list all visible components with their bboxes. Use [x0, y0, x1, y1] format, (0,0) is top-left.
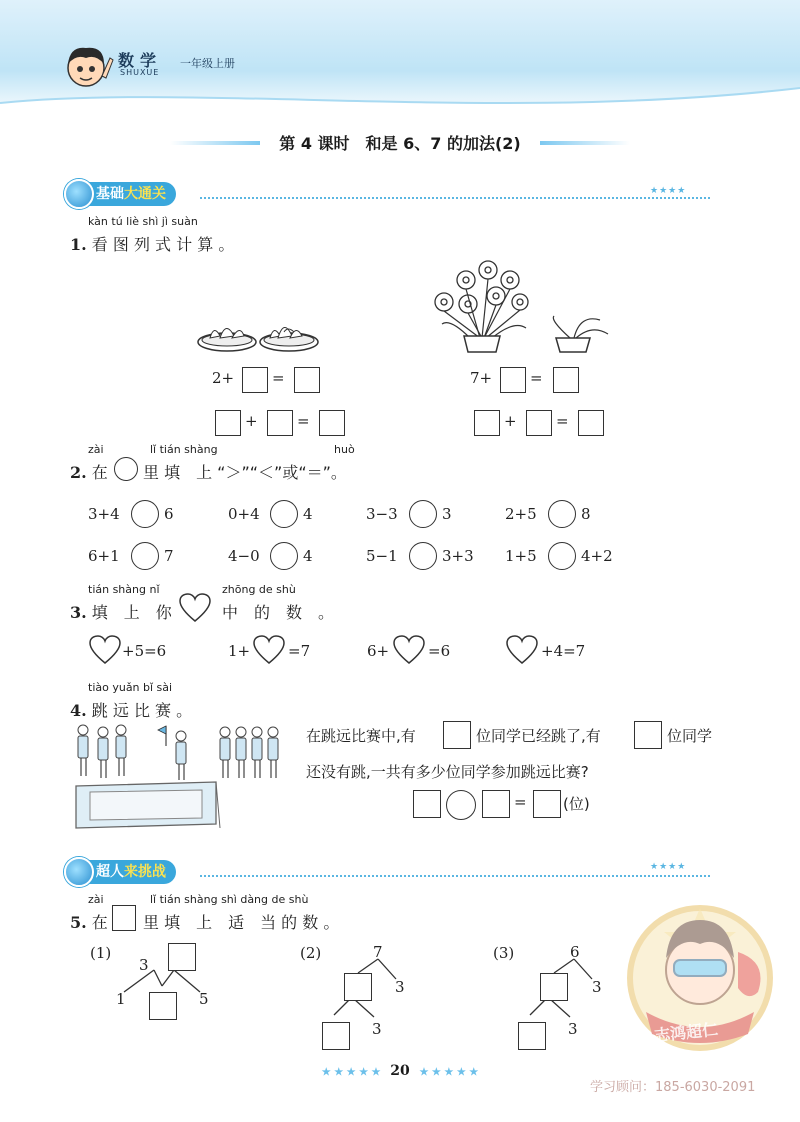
q5-pinyin-zai: zài: [88, 893, 104, 906]
compare-circle[interactable]: [409, 542, 437, 570]
heart-answer[interactable]: [505, 634, 539, 666]
compare-right: 3: [442, 505, 452, 523]
answer-box[interactable]: [242, 367, 268, 393]
robot-icon: [64, 857, 94, 887]
compare-right: 3+3: [442, 547, 474, 565]
equals-sign: =: [556, 412, 569, 430]
answer-box[interactable]: [533, 790, 561, 818]
heart-answer[interactable]: [252, 634, 286, 666]
q1-number: 1.: [70, 235, 87, 254]
footer-stars-right: ★ ★ ★ ★ ★: [419, 1067, 479, 1078]
compare-right: 8: [581, 505, 591, 523]
flowers-illustration: [430, 258, 620, 354]
circle-symbol: [114, 457, 138, 481]
q2-prompt: [70, 460, 108, 483]
q5-text-a: 在: [91, 913, 108, 932]
compare-left: 3+4: [88, 505, 120, 523]
answer-box[interactable]: [294, 367, 320, 393]
q4-line2: 还没有跳,一共有多少位同学参加跳远比赛?: [306, 763, 589, 781]
tree-value: 7: [373, 943, 383, 961]
equals-sign: =: [272, 369, 285, 387]
compare-left: 0+4: [228, 505, 260, 523]
tree-value: 5: [199, 990, 209, 1008]
mascot-icon: [56, 36, 116, 96]
compare-right: 4: [303, 547, 313, 565]
compare-right: 6: [164, 505, 174, 523]
lesson-title: 第 4 课时 和是 6、7 的加法(2): [279, 134, 521, 153]
equals-sign: =: [514, 793, 527, 811]
q3-text-b: 中 的 数 。: [222, 603, 335, 622]
heart-eq-post: =6: [428, 642, 451, 660]
operator-circle[interactable]: [446, 790, 476, 820]
answer-box[interactable]: [578, 410, 604, 436]
answer-box[interactable]: [500, 367, 526, 393]
q4-line1-c: 位同学: [667, 727, 713, 745]
compare-left: 5−1: [366, 547, 398, 565]
compare-left: 2+5: [505, 505, 537, 523]
page-number: 20: [390, 1063, 410, 1079]
plus-sign: +: [245, 412, 258, 430]
tree-value: 3: [139, 956, 149, 974]
q2-pinyin-huo: huò: [334, 443, 355, 456]
answer-box[interactable]: [322, 1022, 350, 1050]
grade-label: 一年级上册: [180, 57, 235, 70]
header-wave: [0, 78, 800, 128]
answer-box[interactable]: [443, 721, 471, 749]
tree-label: (3): [493, 944, 515, 962]
compare-circle[interactable]: [131, 500, 159, 528]
heart-answer[interactable]: [392, 634, 426, 666]
subject-title: 数学: [118, 51, 163, 70]
section-divider: [200, 197, 710, 199]
answer-box[interactable]: [634, 721, 662, 749]
q3-prompt: [70, 600, 172, 623]
section-label-a: 超人: [96, 864, 124, 880]
q4-pinyin: tiào yuǎn bǐ sài: [88, 681, 173, 694]
equals-sign: =: [530, 369, 543, 387]
tree-value: 3: [568, 1020, 578, 1038]
compare-circle[interactable]: [131, 542, 159, 570]
compare-right: 4+2: [581, 547, 613, 565]
heart-icon: [178, 592, 212, 624]
dumplings-illustration: [196, 312, 320, 354]
compare-left: 3−3: [366, 505, 398, 523]
q5-number: 5.: [70, 913, 87, 932]
box-symbol: [112, 905, 136, 931]
section-divider: [200, 875, 710, 877]
q4-line1-b: 位同学已经跳了,有: [476, 727, 601, 745]
q4-text: 跳 远 比 赛 。: [91, 701, 193, 720]
q5-pinyin-rest: lǐ tián shàng shì dàng de shù: [150, 893, 309, 906]
compare-left: 1+5: [505, 547, 537, 565]
compare-circle[interactable]: [548, 500, 576, 528]
section-label-a: 基础: [96, 186, 124, 202]
q4-number: 4.: [70, 701, 87, 720]
section-label-b: 大通关: [124, 186, 166, 202]
compare-circle[interactable]: [270, 542, 298, 570]
q3-number: 3.: [70, 603, 87, 622]
globe-icon: [64, 179, 94, 209]
answer-box[interactable]: [149, 992, 177, 1020]
q1-prompt: [70, 232, 234, 255]
q1-pinyin: kàn tú liè shì jì suàn: [88, 215, 198, 228]
tree-value: 3: [592, 978, 602, 996]
compare-circle[interactable]: [270, 500, 298, 528]
heart-eq-pre: 1+: [228, 642, 251, 660]
compare-left: 6+1: [88, 547, 120, 565]
answer-box[interactable]: [413, 790, 441, 818]
heart-answer[interactable]: [88, 634, 122, 666]
tree-value: 3: [395, 978, 405, 996]
answer-box[interactable]: [344, 973, 372, 1001]
section-label-b: 来挑战: [124, 864, 166, 880]
watermark-text: 志鸿超仁: [653, 1019, 719, 1046]
contact-info: 学习顾问：185-6030-2091: [590, 1080, 756, 1095]
plus-sign: +: [504, 412, 517, 430]
subject-pinyin: SHUXUE: [120, 68, 160, 77]
tree-value: 6: [570, 943, 580, 961]
q3-pinyin-b: zhōng de shù: [222, 583, 296, 596]
heart-eq-post: +5=6: [122, 642, 167, 660]
q2-pinyin-li: lǐ tián shàng: [150, 443, 218, 456]
tree-value: 3: [372, 1020, 382, 1038]
compare-circle[interactable]: [409, 500, 437, 528]
tree-label: (1): [90, 944, 112, 962]
answer-box[interactable]: [168, 943, 196, 971]
answer-box[interactable]: [540, 973, 568, 1001]
equals-sign: =: [297, 412, 310, 430]
q5-prompt: [70, 910, 108, 933]
answer-box[interactable]: [553, 367, 579, 393]
compare-right: 7: [164, 547, 174, 565]
heart-eq-post: +4=7: [541, 642, 586, 660]
q4-line1-a: 在跳远比赛中,有: [306, 727, 416, 745]
footer-stars-left: ★ ★ ★ ★ ★: [321, 1067, 381, 1078]
answer-box[interactable]: [267, 410, 293, 436]
section-stars: ★★★★: [650, 862, 687, 872]
answer-box[interactable]: [482, 790, 510, 818]
q4-unit: (位): [563, 795, 590, 813]
q1-text: 看 图 列 式 计 算 。: [91, 235, 235, 254]
compare-left: 4−0: [228, 547, 260, 565]
q2-pinyin-zai: zài: [88, 443, 104, 456]
answer-box[interactable]: [518, 1022, 546, 1050]
tree-label: (2): [300, 944, 322, 962]
compare-right: 4: [303, 505, 313, 523]
heart-eq-pre: 6+: [367, 642, 390, 660]
q1-left-first-addend: 2+: [212, 369, 235, 387]
answer-box[interactable]: [215, 410, 241, 436]
answer-box[interactable]: [526, 410, 552, 436]
q1-right-first-addend: 7+: [470, 369, 493, 387]
q2-text-a: 在: [91, 463, 108, 482]
q2-text-b: 里 填 上 “＞”“＜”或“＝”。: [143, 463, 347, 482]
answer-box[interactable]: [474, 410, 500, 436]
answer-box[interactable]: [319, 410, 345, 436]
section-stars: ★★★★: [650, 186, 687, 196]
long-jump-illustration: [70, 716, 290, 832]
tree-value: 1: [116, 990, 126, 1008]
compare-circle[interactable]: [548, 542, 576, 570]
q2-number: 2.: [70, 463, 87, 482]
q3-pinyin-a: tián shàng nǐ: [88, 583, 160, 596]
q5-text-b: 里 填 上 适 当 的 数 。: [143, 913, 340, 932]
q3-text-a: 填 上 你: [91, 603, 172, 622]
heart-eq-post: =7: [288, 642, 311, 660]
